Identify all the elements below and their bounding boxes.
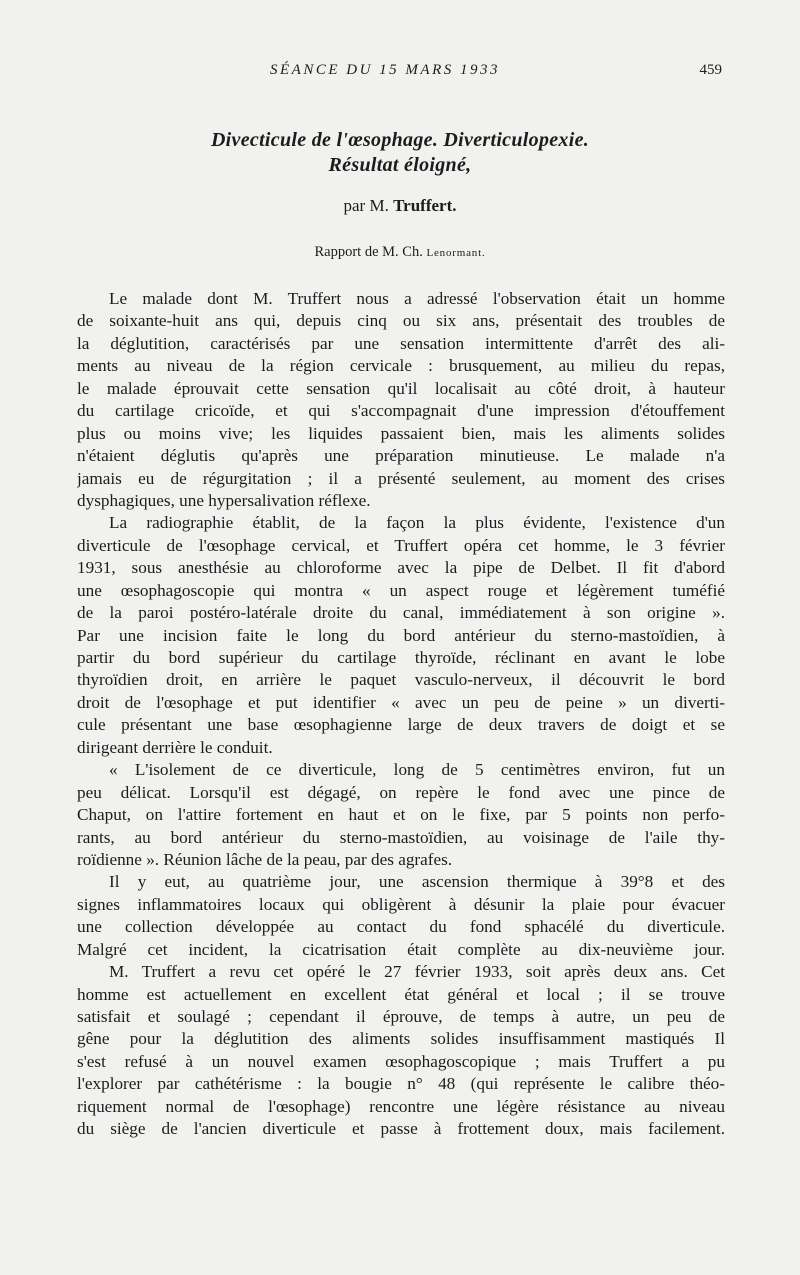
text-line: du cartilage cricoïde, et qui s'accompagnait d'une impression d'étouffement — [77, 401, 725, 421]
text-line: riquement normal de l'œsophage) rencontre une légère résistance au niveau — [77, 1096, 725, 1116]
text-line: roïdienne ». Réunion lâche de la peau, par des agrafes. — [77, 849, 453, 869]
report-prefix: Rapport de M. — [314, 244, 399, 260]
text-line: n'étaient déglutis qu'après une préparation minutieuse. Le malade n'a — [77, 446, 725, 466]
author-line — [0, 196, 800, 216]
text-line: Par une incision faite le long du bord antérieur du sterno-mastoïdien, à — [77, 625, 725, 645]
text-line: M. Truffert a revu cet opéré le 27 février 1933, soit après deux ans. Cet — [109, 962, 725, 982]
text-line: Le malade dont M. Truffert nous a adressé l'observation était un homme — [109, 289, 725, 308]
text-line: de soixante-huit ans qui, depuis cinq ou six ans, présentait des troubles de — [77, 311, 725, 331]
article-body — [77, 288, 725, 1141]
article-title-line-1: Divecticule de l'œsophage. Diverticulopexie. — [210, 129, 590, 151]
text-line: l'explorer par cathétérisme : la bougie n° 48 (qui représente le calibre théo- — [77, 1074, 725, 1094]
text-line: gêne pour la déglutition des aliments solides insuffisamment mastiqués Il — [77, 1029, 725, 1049]
text-line: 1931, sous anesthésie au chloroforme avec la pipe de Delbet. Il fit d'abord — [77, 558, 725, 578]
author-prefix: par M. — [343, 196, 389, 215]
text-line: dirigeant derrière le conduit. — [77, 737, 273, 757]
report-name: Lenormant. — [426, 247, 486, 259]
text-line: La radiographie établit, de la façon la plus évidente, l'existence d'un — [109, 513, 725, 533]
text-line: diverticule de l'œsophage cervical, et Truffert opéra cet homme, le 3 février — [77, 535, 725, 555]
text-line: jamais eu de régurgitation ; il a présenté seulement, au moment des crises — [77, 468, 725, 488]
text-line: le malade éprouvait cette sensation qu'il localisait au côté droit, à hauteur — [77, 378, 725, 398]
report-line — [0, 244, 800, 261]
text-line: ments au niveau de la région cervicale : brusquement, au milieu du repas, — [77, 356, 725, 376]
text-line: du siège de l'ancien diverticule et passe à frottement doux, mais facilement. — [77, 1119, 725, 1139]
text-line: plus ou moins vive; les liquides passaient bien, mais les aliments solides — [77, 423, 725, 443]
text-line: partir du bord supérieur du cartilage thyroïde, réclinant en avant le lobe — [77, 648, 725, 667]
text-line: dysphagiques, une hypersalivation réflexe. — [77, 490, 371, 510]
text-line: rants, au bord antérieur du sterno-mastoïdien, au voisinage de l'aile thy- — [77, 827, 725, 847]
text-line: cule présentant une base œsophagienne large de deux travers de doigt et se — [77, 715, 725, 735]
text-line: une œsophagoscopie qui montra « un aspect rouge et légèrement tuméfié — [77, 580, 725, 600]
text-line: Il y eut, au quatrième jour, une ascension thermique à 39°8 et des — [109, 872, 725, 892]
text-line: thyroïdien droit, en arrière le paquet vasculo-nerveux, il découvrit le bord — [77, 670, 725, 690]
running-header: SÉANCE DU 15 MARS 1933 — [270, 62, 500, 78]
text-line: la déglutition, caractérisés par une sensation intermittente d'arrêt des ali- — [77, 333, 725, 353]
text-line: signes inflammatoires locaux qui obligèrent à désunir la plaie pour évacuer — [77, 894, 725, 914]
page-number: 459 — [699, 62, 722, 78]
text-line: Chaput, on l'attire fortement en haut et on le fixe, par 5 points non perfo- — [77, 805, 725, 825]
text-line: Malgré cet incident, la cicatrisation était complète au dix-neuvième jour. — [77, 939, 725, 959]
text-line: homme est actuellement en excellent état général et local ; il se trouve — [77, 984, 725, 1004]
text-line: satisfait et soulagé ; cependant il éprouve, de temps à autre, un peu de — [77, 1007, 725, 1026]
text-line: une collection développée au contact du fond sphacélé du diverticule. — [77, 917, 725, 937]
text-line: droit de l'œsophage et put identifier « avec un peu de peine » un diverti- — [77, 692, 725, 712]
text-line: « L'isolement de ce diverticule, long de 5 centimètres environ, fut un — [109, 760, 725, 780]
article-title-line-2: Résultat éloigné, — [328, 154, 472, 176]
report-initial: Ch. — [402, 244, 423, 260]
text-line: de la paroi postéro-latérale droite du canal, immédiatement à son origine ». — [77, 603, 725, 623]
author-name: Truffert. — [393, 196, 457, 215]
text-line: peu délicat. Lorsqu'il est dégagé, on repère le fond avec une pince de — [77, 782, 725, 802]
text-line: s'est refusé à un nouvel examen œsophagoscopique ; mais Truffert a pu — [77, 1051, 725, 1071]
article-title — [0, 128, 800, 178]
